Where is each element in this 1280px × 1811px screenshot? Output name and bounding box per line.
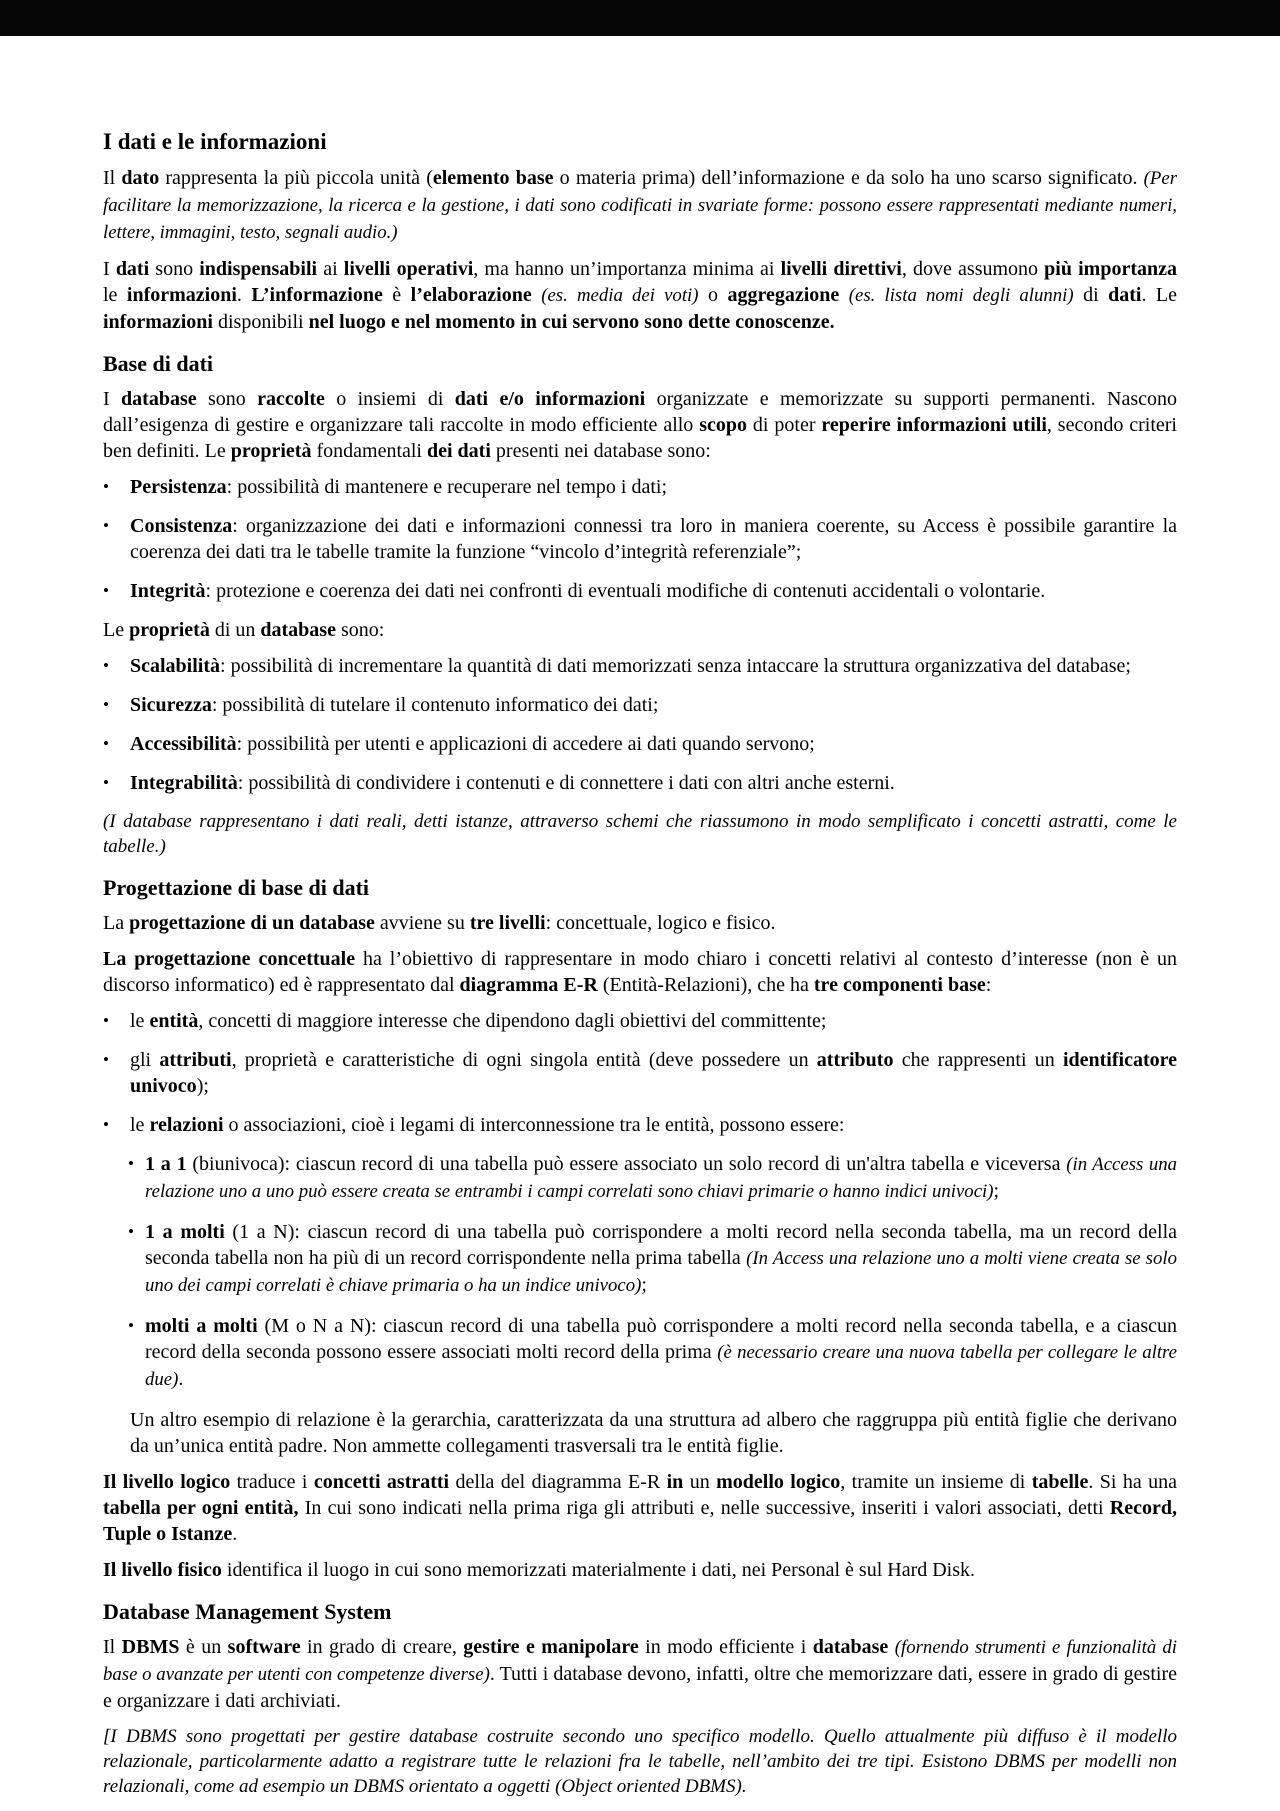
text-run: Accessibilità	[130, 733, 237, 755]
text-run: rappresenta la più piccola unità (	[159, 167, 433, 189]
bullet-item	[103, 1112, 1177, 1138]
paragraph	[103, 165, 1177, 246]
text-run: . Le	[1141, 284, 1178, 306]
text-run: Il	[103, 167, 122, 189]
bullet-text	[130, 770, 1177, 796]
text-run: molti a molti	[145, 1315, 258, 1337]
text-run: (biunivoca): ciascun record di una tabella può essere associato un solo record di un'altra tabella e viceversa	[186, 1153, 1067, 1175]
text-run: proprietà	[230, 440, 312, 462]
bullet-text	[130, 1008, 1177, 1034]
text-run: avviene su	[374, 912, 470, 934]
text-run: database	[812, 1636, 889, 1658]
text-run: (es. media dei voti)	[541, 285, 699, 306]
text-run: Scalabilità	[130, 655, 221, 677]
bullet-text	[130, 513, 1177, 565]
text-run: presenti nei database sono:	[490, 440, 711, 462]
top-bar	[0, 0, 1280, 36]
paragraph	[103, 617, 1177, 643]
text-run: .	[236, 284, 252, 306]
text-run: Database Management System	[103, 1599, 392, 1624]
text-run: (è necessario creare una nuova tabella per collegare le altre due)	[145, 1342, 1178, 1390]
bullet-marker: •	[103, 1050, 109, 1069]
text-run: database	[260, 619, 336, 641]
text-run: Sicurezza	[130, 694, 212, 716]
text-run: .	[232, 1523, 238, 1545]
section-heading	[103, 1598, 1177, 1625]
text-run: dati	[115, 258, 150, 280]
text-run: attributi	[159, 1049, 232, 1071]
note-paragraph	[103, 1724, 1177, 1799]
paragraph	[103, 1469, 1177, 1547]
text-run	[532, 284, 541, 306]
text-run: Il livello fisico	[103, 1559, 222, 1581]
text-run: I dati e le informazioni	[103, 129, 327, 154]
text-run: proprietà	[129, 619, 210, 641]
text-run: fondamentali	[311, 440, 427, 462]
text-run: relazioni	[149, 1114, 224, 1136]
text-run: concetti astratti	[313, 1471, 450, 1493]
text-run: gestire e manipolare	[463, 1636, 639, 1658]
note-paragraph	[103, 809, 1177, 859]
text-run: di	[1073, 284, 1109, 306]
text-run: ai	[317, 258, 344, 280]
text-run: entità	[149, 1010, 199, 1032]
text-run: database	[121, 388, 197, 410]
paragraph	[103, 386, 1177, 464]
bullet-text	[130, 731, 1177, 757]
text-run: è	[382, 284, 411, 306]
text-run	[839, 284, 848, 306]
bullet-marker: •	[103, 516, 109, 535]
text-run: un	[683, 1471, 717, 1493]
text-run: progettazione di un database	[129, 912, 375, 934]
text-run: dati e/o informazioni	[454, 388, 646, 410]
text-run: (Per facilitare la memorizzazione, la ricerca e la gestione, i dati sono codificati in svariate forme: possono essere rappresentati mediante numeri, lettere, immagini, testo, segnali audio.)	[103, 168, 1177, 243]
text-run: tre componenti base	[813, 974, 986, 996]
text-run: sono	[196, 388, 258, 410]
bullet-marker: •	[103, 1115, 109, 1134]
text-run: Persistenza	[130, 476, 227, 498]
document-page	[0, 36, 1280, 1799]
text-run: è un	[179, 1636, 228, 1658]
bullet-marker: •	[103, 695, 109, 714]
bullet-marker: •	[103, 773, 109, 792]
text-run: 1 a molti	[145, 1221, 225, 1243]
text-run: raccolte	[257, 388, 325, 410]
text-run: tabella per ogni entità,	[103, 1497, 299, 1519]
bullet-text	[145, 1313, 1177, 1393]
text-run: );	[196, 1075, 209, 1097]
text-run: . Si ha una	[1088, 1471, 1178, 1493]
text-run: I	[103, 258, 116, 280]
text-run: scopo	[699, 414, 748, 436]
text-run: o associazioni, cioè i legami di interconnessione tra le entità, possono essere:	[223, 1114, 845, 1136]
text-run: in	[666, 1471, 684, 1493]
text-run: della del diagramma E-R	[449, 1471, 667, 1493]
text-run: informazioni	[126, 284, 237, 306]
bullet-marker: •	[128, 1154, 134, 1173]
bullet-marker: •	[128, 1316, 134, 1335]
text-run: Integrità	[130, 580, 206, 602]
paragraph	[103, 946, 1177, 998]
text-run: livelli operativi	[343, 258, 474, 280]
bullet-text	[130, 653, 1177, 679]
text-run: diagramma E-R	[459, 974, 598, 996]
text-run: , concetti di maggiore interesse che dipendono dagli obiettivi del committente;	[198, 1010, 827, 1032]
text-run: , tramite un insieme di	[840, 1471, 1032, 1493]
text-run: reperire informazioni utili	[821, 414, 1047, 436]
text-run: sono	[149, 258, 200, 280]
text-run: , ma hanno un’importanza minima ai	[473, 258, 781, 280]
bullet-marker: •	[128, 1222, 134, 1241]
text-run: I	[103, 388, 122, 410]
text-run: Base di dati	[103, 351, 214, 376]
bullet-item	[103, 770, 1177, 796]
bullet-marker: •	[103, 477, 109, 496]
bullet-text	[130, 1047, 1177, 1099]
section-heading	[103, 350, 1177, 377]
text-run: Il livello logico	[103, 1471, 231, 1493]
text-run: : possibilità per utenti e applicazioni di accedere ai dati quando servono;	[236, 733, 815, 755]
text-run: Il	[103, 1636, 122, 1658]
text-run: , proprietà e caratteristiche di ogni singola entità (deve possedere un	[231, 1049, 817, 1071]
text-run: disponibili	[213, 311, 309, 333]
text-run: Un altro esempio di relazione è la gerarchia, caratterizzata da una struttura ad albero che raggruppa più entità figlie che derivano da un’unica entità padre. Non ammette collegamenti trasversali tra le entità figlie.	[130, 1409, 1177, 1457]
text-run: ;	[641, 1274, 647, 1296]
bullet-item	[103, 578, 1177, 604]
bullet-item	[103, 1047, 1177, 1099]
text-run: (In Access una relazione uno a molti viene creata se solo uno dei campi correlati è chiave primaria o ha un indice univoco)	[145, 1248, 1177, 1296]
text-run: ha l’obiettivo di rappresentare in modo chiaro i concetti relativi al contesto d’interesse (non è un discorso informatico) ed è rappresentato dal	[103, 948, 1177, 996]
text-run: : possibilità di mantenere e recuperare nel tempo i dati;	[226, 476, 668, 498]
bullet-text	[130, 474, 1177, 500]
sub-bullet-item	[128, 1313, 1177, 1393]
bullet-item	[103, 692, 1177, 718]
bullet-text	[145, 1151, 1177, 1205]
text-run: : protezione e coerenza dei dati nei confronti di eventuali modifiche di contenuti accidentali o volontarie.	[205, 580, 1046, 602]
text-run: [I DBMS sono progettati per gestire database costruite secondo uno specifico modello. Quello attualmente più diffuso è il modello relazionale, particolarmente adatto a registrare tutte le relazioni fra le tabelle, nell’ambito dei tre tipi. Esistono DBMS per modelli non relazionali, come ad esempio un DBMS orientato a oggetti (Object oriented DBMS).	[103, 1726, 1177, 1797]
text-run: organizzate e memorizzate su supporti permanenti. Nascono dall’esigenza di gestire e organizzare tali raccolte in modo efficiente allo	[103, 388, 1177, 436]
bullet-text	[145, 1219, 1177, 1299]
text-run: . Tutti i database devono, infatti, oltre che memorizzare dati, essere in grado di gestire e organizzare i dati archiviati.	[103, 1663, 1177, 1712]
text-run: in grado di creare,	[300, 1636, 464, 1658]
text-run: gli	[130, 1049, 160, 1071]
text-run: le	[130, 1010, 150, 1032]
text-run: informazioni	[103, 311, 213, 333]
text-run: dato	[121, 167, 160, 189]
text-run: tabelle	[1031, 1471, 1089, 1493]
text-run: (fornendo strumenti e funzionalità di base o avanzate per utenti con competenze diverse)	[103, 1637, 1177, 1685]
document-title	[103, 128, 1177, 156]
text-run: le	[103, 284, 127, 306]
document-body	[103, 128, 1177, 1799]
text-run: (1 a N): ciascun record di una tabella può corrispondere a molti record nella seconda tabella, ma un record della seconda tabella non ha più di un record corrispondente nella prima tabella	[145, 1221, 1178, 1269]
bullet-marker: •	[103, 581, 109, 600]
text-run: (Entità-Relazioni), che ha	[597, 974, 814, 996]
text-run: Le	[103, 619, 130, 641]
paragraph	[103, 1557, 1177, 1583]
text-run: indispensabili	[199, 258, 318, 280]
bullet-marker: •	[103, 1011, 109, 1030]
text-run: (in Access una relazione uno a uno può essere creata se entrambi i campi correlati sono chiavi primarie o hanno indici univoci)	[145, 1154, 1177, 1202]
text-run: 1 a 1	[145, 1153, 187, 1175]
text-run: In cui sono indicati nella prima riga gli attributi e, nelle successive, inseriti i valori associati, detti	[298, 1497, 1110, 1519]
text-run: L’informazione	[251, 284, 383, 306]
text-run: modello logico	[716, 1471, 841, 1493]
text-run: La	[103, 912, 130, 934]
text-run: identifica il luogo in cui sono memorizzati materialmente i dati, nei Personal è sul Hard Disk.	[221, 1559, 976, 1581]
sub-bullet-item	[128, 1219, 1177, 1299]
text-run: che rappresenti un	[893, 1049, 1063, 1071]
text-run: : possibilità di incrementare la quantità di dati memorizzati senza intaccare la struttura organizzativa del database;	[220, 655, 1131, 677]
text-run: .	[178, 1368, 184, 1390]
bullet-text	[130, 578, 1177, 604]
text-run: sono:	[335, 619, 385, 641]
text-run: : concettuale, logico e fisico.	[545, 912, 776, 934]
text-run: :	[985, 974, 992, 996]
bullet-item	[103, 731, 1177, 757]
text-run: Record, Tuple o Istanze	[103, 1497, 1177, 1545]
text-run: l’elaborazione	[410, 284, 532, 306]
paragraph	[103, 256, 1177, 335]
text-run: o insiemi di	[324, 388, 455, 410]
text-run: : organizzazione dei dati e informazioni connessi tra loro in maniera coerente, su Access è possibile garantire la coerenza dei dati tra le tabelle tramite la funzione “vincolo d’integrità referenziale”;	[130, 515, 1177, 563]
text-run: (M o N a N): ciascun record di una tabella può corrispondere a molti record nella seconda tabella, e a ciascun record della seconda possono essere associati molti record della prima	[145, 1315, 1177, 1363]
text-run: dei dati	[427, 440, 491, 462]
paragraph	[103, 910, 1177, 936]
bullet-text	[130, 1112, 1177, 1138]
text-run: più importanza	[1044, 258, 1177, 280]
text-run: Progettazione di base di dati	[103, 875, 370, 900]
text-run: attributo	[816, 1049, 894, 1071]
bullet-item	[103, 474, 1177, 500]
text-run: DBMS	[121, 1636, 180, 1658]
text-run: , secondo criteri ben definiti. Le	[103, 414, 1177, 462]
bullet-item	[103, 653, 1177, 679]
text-run: livelli direttivi	[780, 258, 902, 280]
text-run: : possibilità di condividere i contenuti e di connettere i dati con altri anche esterni.	[237, 772, 895, 794]
text-run: o	[698, 284, 728, 306]
text-run: dati	[1108, 284, 1142, 306]
text-run: o materia prima) dell’informazione e da solo ha uno scarso significato.	[553, 167, 1144, 189]
text-run: Consistenza	[130, 515, 233, 537]
sub-bullet-item	[128, 1151, 1177, 1205]
text-run: le	[130, 1114, 150, 1136]
text-run: nel luogo e nel momento in cui servono sono dette conoscenze.	[308, 311, 835, 333]
text-run: di poter	[747, 414, 822, 436]
bullet-item	[103, 1008, 1177, 1034]
text-run: , dove assumono	[901, 258, 1045, 280]
section-heading	[103, 874, 1177, 901]
text-run: software	[227, 1636, 301, 1658]
text-run: : possibilità di tutelare il contenuto informatico dei dati;	[211, 694, 659, 716]
text-run: tre livelli	[469, 912, 546, 934]
text-run: (es. lista nomi degli alunni)	[848, 285, 1074, 306]
bullet-marker: •	[103, 656, 109, 675]
bullet-text	[130, 692, 1177, 718]
bullet-item	[103, 513, 1177, 565]
text-run: di un	[209, 619, 261, 641]
text-run: identificatore univoco	[130, 1049, 1177, 1097]
text-run: (I database rappresentano i dati reali, detti istanze, attraverso schemi che riassumono in modo semplificato i concetti astratti, come le tabelle.)	[103, 811, 1177, 857]
text-run: La progettazione concettuale	[103, 948, 356, 970]
text-run: in modo efficiente i	[638, 1636, 813, 1658]
bullet-marker: •	[103, 734, 109, 753]
paragraph	[103, 1634, 1177, 1714]
text-run: aggregazione	[727, 284, 840, 306]
text-run: elemento base	[432, 167, 554, 189]
text-run: Integrabilità	[130, 772, 238, 794]
text-run: traduce i	[230, 1471, 314, 1493]
indented-paragraph	[130, 1407, 1177, 1459]
text-run: ;	[993, 1180, 1000, 1202]
